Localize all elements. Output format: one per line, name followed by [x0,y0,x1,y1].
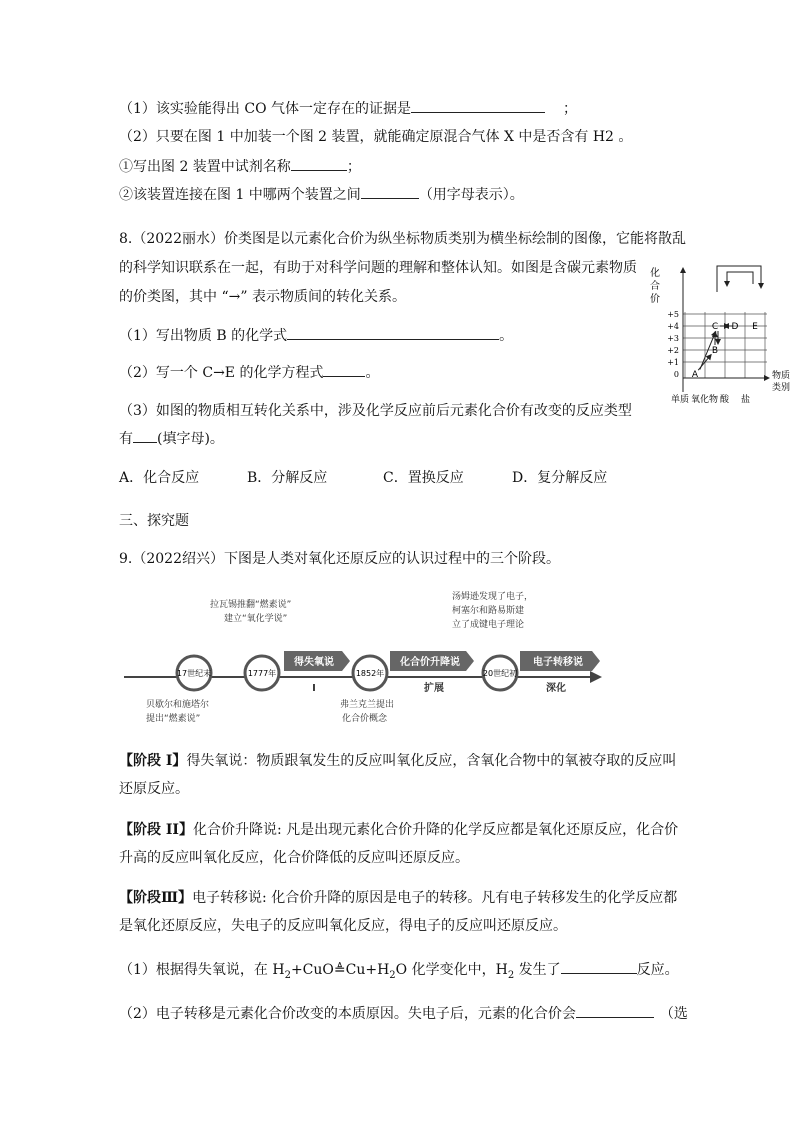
q7-sub2: （2）只要在图 1 中加装一个图 2 装置，就能确定原混合气体 X 中是否含有 H2 。 [119,129,633,145]
circle-4-label: 20世纪初 [482,669,518,678]
top-text-2b: 柯塞尔和路易斯建 [452,606,525,616]
x-tick-label: 单质 [671,395,690,405]
circle-1-label: 17世纪末 [176,669,212,678]
q9-sub1-text: （1）根据得失氧说，在 [119,962,273,978]
circle-3-label: 1852年 [355,669,385,678]
q8-sub3-prefix: 有 [119,431,133,447]
banner-2 [390,651,474,671]
banner-1 [284,651,350,671]
bottom-text-2b: 化合价概念 [342,714,388,724]
eq-part: H [272,962,285,978]
stage-2-line-2: 升高的反应叫氧化反应，化合价降低的反应叫还原反应。 [119,850,469,866]
q7-sub1-suffix: ； [563,101,577,117]
bottom-text-1a: 贝歇尔和施塔尔 [146,700,210,710]
y-tick-label: 0 [673,370,679,379]
answer-blank[interactable] [323,362,365,377]
bottom-text-2a: 弗兰克兰提出 [340,700,395,710]
y-tick-label: +1 [667,358,679,367]
y-tick-label: +2 [667,346,679,355]
q7-sub2-a-text: ①写出图 2 装置中试剂名称 [119,159,291,175]
answer-blank[interactable] [287,325,499,340]
x-axis-label-line: 物质 [771,371,791,381]
stage-1-tag: 【阶段 I】 [119,753,187,769]
eq-part: O 化学变化中，H [395,962,508,978]
top-text-2c: 立了成键电子理论 [452,620,525,630]
stage-1-line-1 [119,751,676,771]
q9-sub1-end: 反应。 [636,962,679,978]
stage-2-text: 化合价升降说: 凡是出现元素化合价升降的化学反应都是氧化还原反应，化合价 [192,822,679,838]
q7-sub2-b [119,184,524,205]
q7-sub2-b-suffix: （用字母表示）。 [418,187,524,203]
answer-blank[interactable] [561,959,637,974]
answer-blank[interactable] [291,156,347,171]
eq-sub: 2 [507,969,515,981]
banner-1-label: 得失氧说 [294,657,334,668]
q7-sub1-text: （1）该实验能得出 CO 气体一定存在的证据是 [119,101,411,117]
y-axis-label-char: 合 [650,281,660,292]
top-text-1a: 拉瓦锡推翻“燃素说” [210,600,292,610]
q8-sub3-1: （3）如图的物质相互转化关系中，涉及化学反应前后元素化合价有改变的反应类型 [119,403,632,419]
stage-2-tag: 【阶段 II】 [119,822,193,838]
option-d[interactable]: D．复分解反应 [512,470,608,486]
q8-sub1 [119,325,513,346]
answer-blank[interactable] [411,98,545,113]
q8-sub2 [119,362,379,383]
stage-3-line-1 [119,888,677,908]
q8-sub1-end: 。 [499,328,514,344]
q8-sub2-end: 。 [365,365,380,381]
point-b: B [711,346,719,356]
eq-sub: 2 [389,969,396,981]
banner-3-label: 电子转移说 [533,657,583,668]
q8-stem-1: 8.（2022丽水）价类图是以元素化合价为纵坐标物质类别为横坐标绘制的图像，它能将散乱 [119,231,686,247]
answer-blank[interactable] [133,428,157,443]
q8-stem-3: 的价类图，其中 “→” 表示物质间的转化关系。 [119,289,406,305]
eq-part: 发生了 [514,962,561,978]
q9-stem: 9.（2022绍兴）下图是人类对氧化还原反应的认识过程中的三个阶段。 [119,551,560,567]
x-axis-label-line: 类别 [771,383,791,393]
q9-sub2-text: （2）电子转移是元素化合价改变的本质原因。失电子后，元素的化合价会 [119,1006,576,1022]
y-ticks [667,310,679,379]
loop-arrow-e-to-c [727,272,753,286]
q8-sub3-suffix: (填字母)。 [157,431,224,447]
q7-sub2-a [119,156,361,177]
point-d: D [731,322,739,332]
top-text-1b: 建立“氧化学说” [224,614,288,624]
banner-2-label: 化合价升降说 [400,657,460,668]
eq-part: +CuO≜Cu+H [290,962,390,978]
q8-sub2-text: （2）写一个 C→E 的化学方程式 [119,365,324,381]
y-tick-label: +5 [667,310,679,319]
x-ticks [671,393,750,405]
banner-3 [520,651,600,671]
x-tick-label: 氧化物 [691,395,719,405]
circle-2 [245,656,279,690]
point-c: C [711,322,719,332]
q8-stem-2: 的科学知识联系在一起，有助于对科学问题的理解和整体认知。如图是含碳元素物质 [119,260,637,276]
x-tick-label: 酸 [720,395,730,405]
circle-3 [353,656,387,690]
q9-sub2-end: （选 [659,1006,688,1022]
eq-sub: 2 [284,969,291,981]
point-e: E [752,322,758,332]
option-a[interactable]: A．化合反应 [119,470,200,486]
valence-chart [645,262,793,410]
point-a: A [691,370,699,380]
option-b[interactable]: B．分解反应 [247,470,328,486]
q7-sub1 [119,98,577,119]
phase-2-label: 扩展 [424,683,444,694]
circle-4 [483,656,517,690]
q9-sub2 [119,1003,688,1024]
answer-blank[interactable] [576,1003,654,1018]
stage-3-tag: 【阶段Ⅲ】 [119,890,193,906]
y-axis-label [650,266,660,305]
loop-arrow-c-to-e [717,266,761,292]
x-tick-label: 盐 [741,395,751,405]
y-axis-label-char: 化 [650,268,660,279]
phase-1-label: Ⅰ [312,683,316,694]
stage-1-text: 得失氧说：物质跟氧发生的反应叫氧化反应，含氧化合物中的氧被夺取的反应叫 [186,753,677,769]
section-title: 三、探究题 [119,513,189,529]
answer-blank[interactable] [361,184,419,199]
history-timeline [118,587,604,739]
circle-2-label: 1777年 [247,669,277,678]
q7-sub2-a-suffix: ； [346,159,361,175]
stage-3-line-2: 是氧化还原反应，失电子的反应叫氧化反应，得电子的反应叫还原反应。 [119,918,567,934]
y-tick-label: +4 [667,322,679,331]
q9-sub1 [119,959,679,986]
top-text-2a: 汤姆逊发现了电子， [452,592,534,602]
circle-1 [177,656,211,690]
phase-3-label: 深化 [546,683,566,694]
x-axis-label [772,369,790,393]
q7-sub2-b-text: ②该装置连接在图 1 中哪两个装置之间 [119,187,361,203]
q8-sub3-2 [119,428,224,449]
option-c[interactable]: C．置换反应 [383,470,464,486]
stage-3-text: 电子转移说: 化合价升降的原因是电子的转移。凡有电子转移发生的化学反应都 [192,890,678,906]
y-axis-label-char: 价 [650,294,660,305]
bottom-text-1b: 提出“燃素说” [146,714,201,724]
stage-1-line-2: 还原反应。 [119,781,189,797]
q8-sub1-text: （1）写出物质 B 的化学式 [119,328,288,344]
timeline-arrowhead [590,671,602,683]
y-tick-label: +3 [667,334,679,343]
stage-2-line-1 [119,820,678,840]
